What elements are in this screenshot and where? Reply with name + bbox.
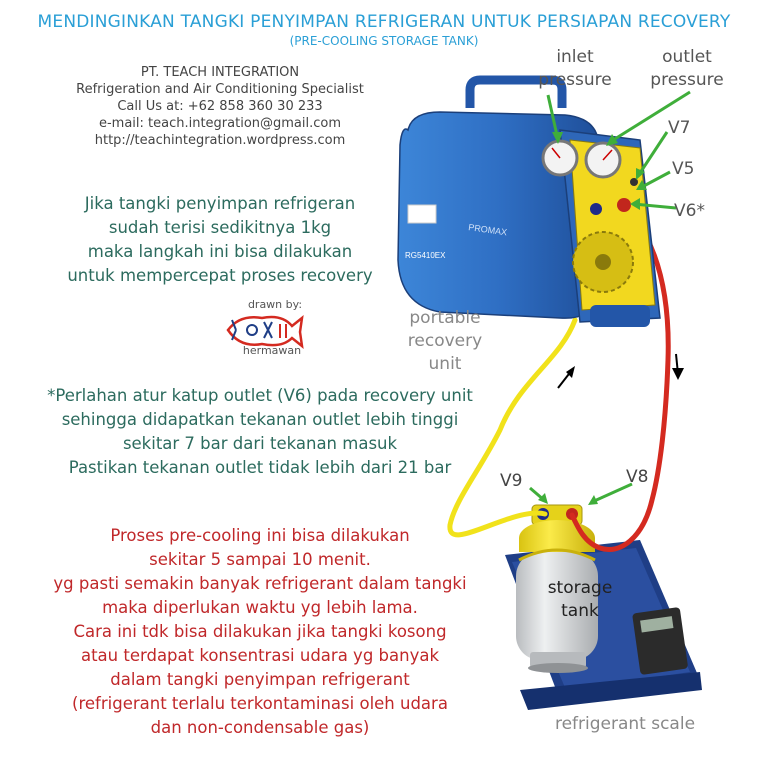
valve-v6-label: V6* — [674, 201, 705, 221]
drawn-by-label: drawn by: — [247, 298, 303, 311]
label-line: tank — [561, 601, 599, 621]
label-line: portable — [409, 308, 481, 328]
note-line: maka diperlukan waktu yg lebih lama. — [102, 598, 418, 617]
note-line: Jika tangki penyimpan refrigeran — [84, 194, 356, 213]
note-outlet-adjustment — [20, 384, 500, 480]
outlet-pressure-gauge — [586, 143, 620, 177]
valve-v9-label: V9 — [500, 471, 523, 491]
storage-tank-label — [530, 577, 630, 623]
note-line: yg pasti semakin banyak refrigerant dalam tangki — [53, 574, 467, 593]
note-line: sudah terisi sedikitnya 1kg — [108, 218, 332, 237]
label-line: outlet — [662, 47, 712, 67]
note-line: Cara ini tdk bisa dilakukan jika tangki kosong — [73, 622, 447, 641]
label-line: storage — [547, 578, 613, 598]
page-title: MENDINGINKAN TANGKI PENYIMPAN REFRIGERAN UNTUK PERSIAPAN RECOVERY — [37, 12, 731, 32]
unit-brand: PROMAX — [467, 222, 508, 238]
company-name: PT. TEACH INTEGRATION — [140, 65, 300, 80]
company-info — [60, 64, 380, 149]
author-name: hermawan — [242, 344, 302, 357]
refrigerant-scale-label: refrigerant scale — [554, 714, 696, 734]
valve-v7-label: V7 — [668, 118, 691, 138]
note-line: dalam tangki penyimpan refrigerant — [110, 670, 410, 689]
inlet-pressure-gauge — [543, 141, 577, 175]
label-line: pressure — [650, 70, 724, 90]
page-subtitle: (PRE-COOLING STORAGE TANK) — [289, 34, 479, 48]
valve-v5-label: V5 — [672, 159, 695, 179]
portable-recovery-unit — [398, 80, 660, 327]
outlet-pressure-label — [632, 46, 742, 92]
portable-recovery-unit-label — [395, 307, 495, 376]
note-line: sekitar 5 sampai 10 menit. — [149, 550, 371, 569]
label-line: unit — [428, 354, 462, 374]
company-website: http://teachintegration.wordpress.com — [94, 133, 346, 148]
unit-model: RG5410EX — [405, 251, 446, 260]
note-line: sekitar 7 bar dari tekanan masuk — [122, 434, 398, 453]
note-line: Pastikan tekanan outlet tidak lebih dari 21 bar — [68, 458, 452, 477]
valve-v8-label: V8 — [626, 467, 649, 487]
note-precondition — [40, 192, 400, 288]
inlet-pressure-label — [520, 46, 630, 92]
company-email: e-mail: teach.integration@gmail.com — [98, 116, 342, 131]
fish-logo — [228, 317, 302, 346]
note-line: sehingga didapatkan tekanan outlet lebih tinggi — [61, 410, 459, 429]
note-line: untuk mempercepat proses recovery — [67, 266, 373, 285]
note-line: Proses pre-cooling ini bisa dilakukan — [110, 526, 410, 545]
valve-v6-knob — [617, 198, 631, 212]
valve-v5-knob — [590, 203, 602, 215]
label-line: pressure — [538, 70, 612, 90]
note-line: maka langkah ini bisa dilakukan — [87, 242, 353, 261]
note-line: *Perlahan atur katup outlet (V6) pada recovery unit — [47, 386, 473, 405]
company-phone: Call Us at: +62 858 360 30 233 — [117, 99, 323, 114]
fan-grill — [573, 232, 633, 292]
note-line: (refrigerant terlalu terkontaminasi oleh udara — [72, 694, 448, 713]
note-duration-warning — [20, 524, 500, 740]
label-line: recovery — [407, 331, 483, 351]
company-tagline: Refrigeration and Air Conditioning Specialist — [76, 82, 364, 97]
note-line: dan non-condensable gas) — [150, 718, 370, 737]
label-line: inlet — [556, 47, 594, 67]
note-line: atau terdapat konsentrasi udara yg banyak — [80, 646, 440, 665]
